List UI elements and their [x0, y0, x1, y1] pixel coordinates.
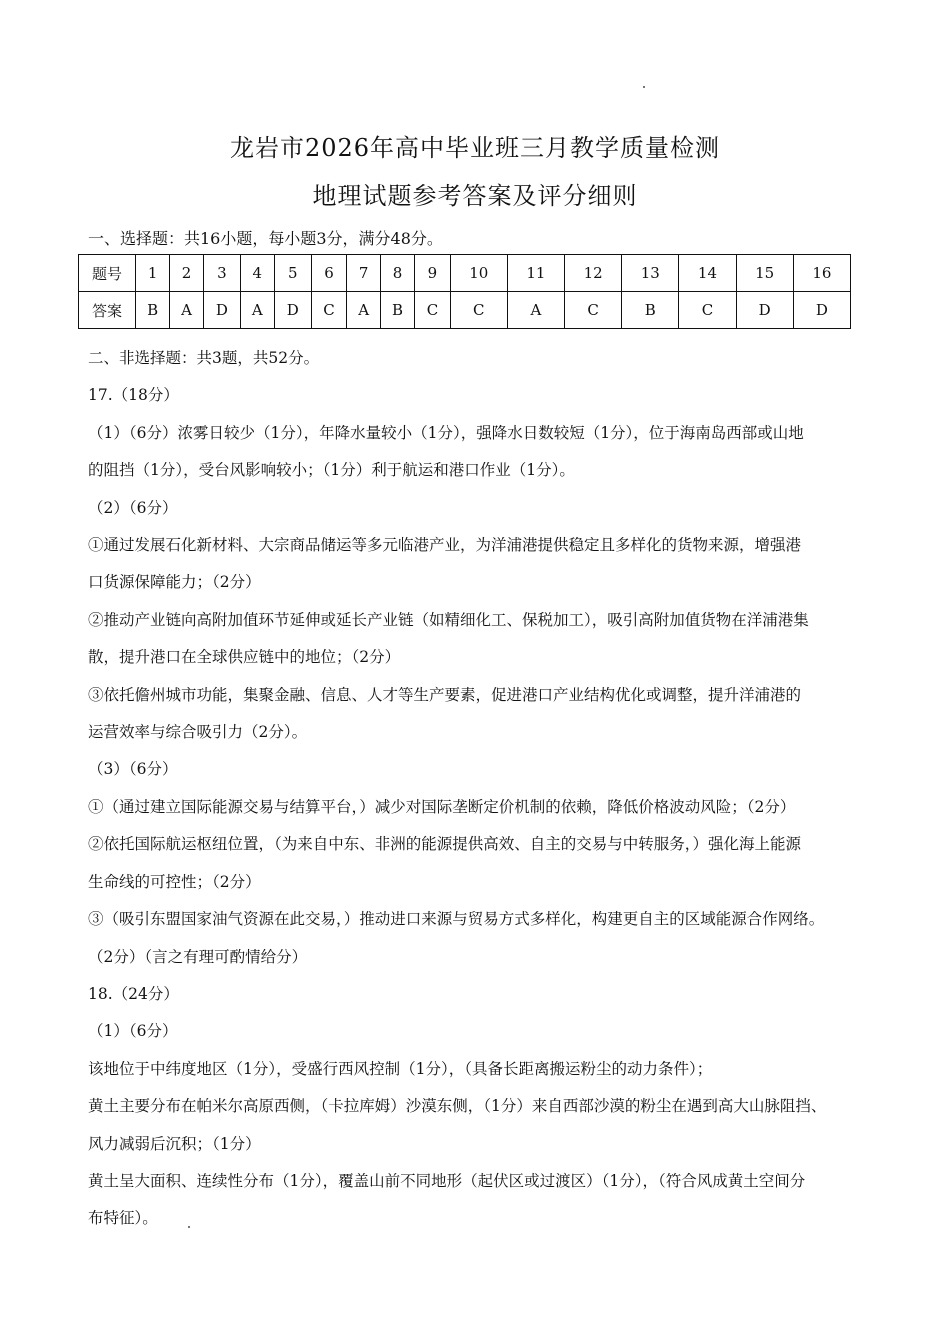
answer-line: ①（通过建立国际能源交易与结算平台，）减少对国际垄断定价机制的依赖，降低价格波动风险；（2分） — [88, 797, 796, 816]
answer-line: 口货源保障能力；（2分） — [88, 573, 261, 592]
question-number: 8 — [380, 255, 414, 292]
question-number: 14 — [679, 255, 736, 292]
answer-table — [78, 254, 851, 329]
answer-line: （2分）（言之有理可酌情给分） — [88, 947, 308, 966]
answer-cell: A — [347, 292, 381, 329]
question-number: 15 — [736, 255, 793, 292]
answer-line: ③依托儋州城市功能，集聚金融、信息、人才等生产要素，促进港口产业结构优化或调整，提升洋浦港的 — [88, 685, 802, 704]
answer-cell: A — [170, 292, 204, 329]
answer-cell: B — [380, 292, 414, 329]
answer-cell: C — [565, 292, 622, 329]
answer-cell: D — [793, 292, 850, 329]
answer-line: 该地位于中纬度地区（1分），受盛行西风控制（1分），（具备长距离搬运粉尘的动力条件）； — [88, 1059, 713, 1078]
answer-line: ①通过发展石化新材料、大宗商品储运等多元临港产业，为洋浦港提供稳定且多样化的货物来源，增强港 — [88, 536, 802, 555]
answer-line: 风力减弱后沉积；（1分） — [88, 1134, 261, 1153]
answer-line: ③（吸引东盟国家油气资源在此交易，）推动进口来源与贸易方式多样化，构建更自主的区域能源合作网络。 — [88, 910, 825, 929]
answer-cell: C — [450, 292, 507, 329]
answer-line: 布特征）。 — [88, 1209, 158, 1228]
answer-cell: D — [203, 292, 240, 329]
answer-line: 黄土呈大面积、连续性分布（1分），覆盖山前不同地形（起伏区或过渡区）（1分），（符合风成黄土空间分 — [88, 1171, 806, 1190]
question-number: 3 — [203, 255, 240, 292]
answer-cell: D — [736, 292, 793, 329]
answer-line: ②依托国际航运枢纽位置，（为来自中东、非洲的能源提供高效、自主的交易与中转服务，）强化海上能源 — [88, 835, 802, 854]
answer-line: 黄土主要分布在帕米尔高原西侧，（卡拉库姆）沙漠东侧，（1分）来自西部沙漠的粉尘在遇到高大山脉阻挡、 — [88, 1097, 827, 1116]
question-number: 4 — [240, 255, 274, 292]
answer-cell: B — [622, 292, 679, 329]
document-subtitle: 地理试题参考答案及评分细则 — [312, 182, 638, 210]
answer-cell: B — [136, 292, 170, 329]
subquestion-heading: （2）（6分） — [88, 498, 178, 517]
question-heading: 18.（24分） — [88, 984, 179, 1003]
document-title: 龙岩市2026年高中毕业班三月教学质量检测 — [229, 134, 721, 162]
row-header: 答案 — [79, 292, 136, 329]
question-number: 9 — [415, 255, 451, 292]
answer-line: 散，提升港口在全球供应链中的地位；（2分） — [88, 648, 401, 667]
question-number: 2 — [170, 255, 204, 292]
question-number: 11 — [507, 255, 564, 292]
subquestion-heading: （3）（6分） — [88, 760, 178, 779]
answer-row — [79, 292, 851, 329]
question-number: 5 — [274, 255, 311, 292]
answer-body — [88, 340, 878, 1238]
question-heading: 17.（18分） — [88, 386, 179, 405]
question-number: 13 — [622, 255, 679, 292]
section-heading: 二、非选择题：共3题，共52分。 — [88, 349, 320, 367]
answer-cell: D — [274, 292, 311, 329]
question-number: 7 — [347, 255, 381, 292]
answer-line: （1）（6分）浓雾日较少（1分），年降水量较小（1分），强降水日数较短（1分），位于海南岛西部或山地 — [88, 423, 804, 442]
section-heading: 一、选择题：共16小题，每小题3分，满分48分。 — [88, 229, 443, 248]
answer-line: ②推动产业链向高附加值环节延伸或延长产业链（如精细化工、保税加工），吸引高附加值货物在洋浦港集 — [88, 610, 809, 629]
question-number: 10 — [450, 255, 507, 292]
answer-cell: C — [415, 292, 451, 329]
subquestion-heading: （1）（6分） — [88, 1022, 178, 1041]
answer-cell: C — [311, 292, 347, 329]
question-number: 16 — [793, 255, 850, 292]
answer-cell: A — [240, 292, 274, 329]
question-number: 1 — [136, 255, 170, 292]
question-number: 6 — [311, 255, 347, 292]
answer-line: 运营效率与综合吸引力（2分）。 — [88, 723, 308, 742]
question-number-row — [79, 255, 851, 292]
row-header: 题号 — [79, 255, 136, 292]
answer-cell: C — [679, 292, 736, 329]
question-number: 12 — [565, 255, 622, 292]
answer-line: 生命线的可控性；（2分） — [88, 872, 261, 891]
answer-cell: A — [507, 292, 564, 329]
answer-line: 的阻挡（1分），受台风影响较小；（1分）利于航运和港口作业（1分）。 — [88, 461, 575, 480]
scan-dot — [643, 86, 645, 88]
